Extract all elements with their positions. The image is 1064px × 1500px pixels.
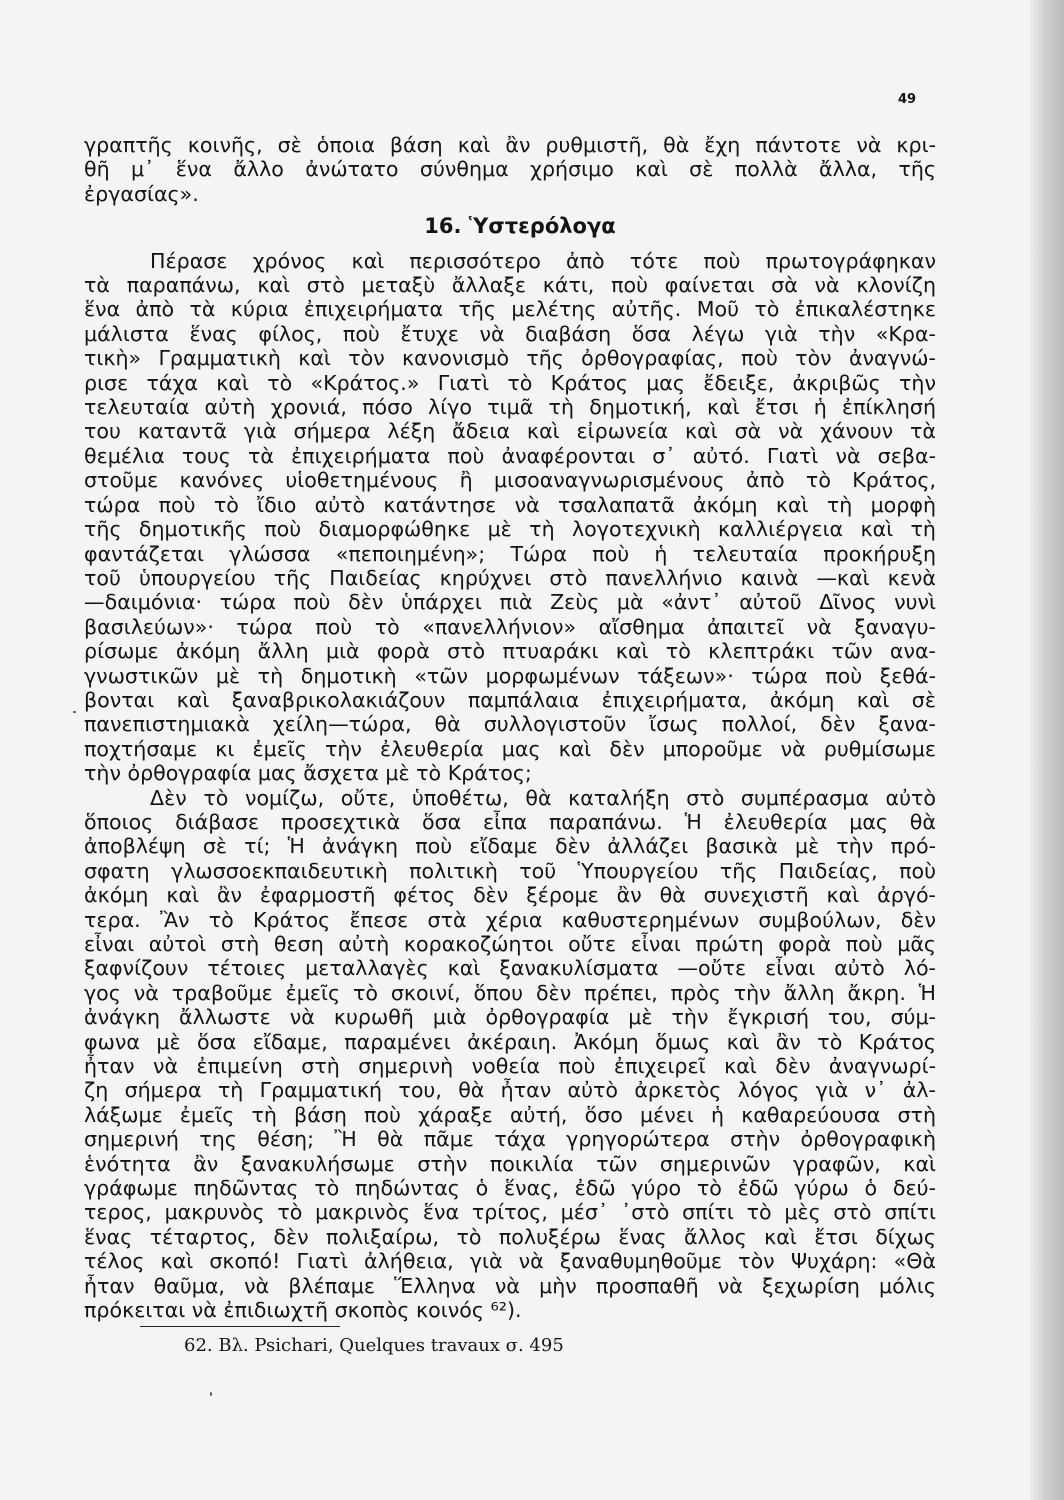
text-line: ἕνας τέταρτος, δὲν πολιξαίρω, τὸ πολυξέρω ἕνας ἄλλος καὶ ἔτσι δίχως bbox=[84, 1224, 936, 1249]
text-line: γραπτῆς κοινῆς, σὲ ὁποια βάση καὶ ἂν ρυθμιστῆ, θὰ ἔχη πάντοτε νὰ κρι- bbox=[84, 133, 936, 157]
footnote-divider bbox=[140, 1326, 340, 1327]
page-edge-shadow bbox=[1030, 0, 1064, 1500]
text-line: ἐργασίας». bbox=[84, 181, 199, 206]
body-text bbox=[84, 133, 936, 1323]
text-line: ρισε τάχα καὶ τὸ «Κράτος.» Γιατὶ τὸ Κράτος μας ἔδειξε, ἀκριβῶς τὴν bbox=[84, 370, 936, 395]
text-line: πρόκειται νὰ ἐπιδιωχτῆ σκοπὸς κοινός ⁶²). bbox=[84, 1298, 522, 1323]
text-line: εἶναι αὐτοὶ στὴ θεση αὐτὴ κορακοζώητοι οὔτε εἶναι πρώτη φορὰ ποὺ μᾶς bbox=[84, 932, 936, 956]
text-line: λάξωμε ἐμεῖς τὴ βάση ποὺ χάραξε αὐτή, ὅσο μένει ἡ καθαρεύουσα στὴ bbox=[84, 1102, 936, 1127]
paragraph-1 bbox=[84, 249, 936, 786]
text-line: γράφωμε πηδῶντας τὸ πηδώντας ὁ ἕνας, ἐδῶ γύρο τὸ ἐδῶ γύρω ὁ δεύ- bbox=[84, 1176, 936, 1201]
text-line: τώρα ποὺ τὸ ἴδιο αὐτὸ κατάντησε νὰ τσαλαπατᾶ ἀκόμη καὶ τὴ μορφὴ bbox=[84, 492, 936, 517]
text-line: τικὴ» Γραμματικὴ καὶ τὸν κανονισμὸ τῆς ὀρθογραφίας, ποὺ τὸν ἀναγνώ- bbox=[84, 346, 936, 371]
text-line: γνωστικῶν μὲ τὴ δημοτικὴ «τῶν μορφωμένων τάξεων»· τώρα ποὺ ξεθά- bbox=[84, 663, 936, 688]
text-line: τοῦ ὑπουργείου τῆς Παιδείας κηρύχνει στὸ πανελλήνιο καινὰ —καὶ κενὰ bbox=[84, 565, 936, 590]
text-line: ρίσωμε ἀκόμη ἄλλη μιὰ φορὰ στὸ πτυαράκι καὶ τὸ κλεπτράκι τῶν ανα- bbox=[84, 639, 936, 664]
text-line: ἀκόμη καὶ ἂν ἐφαρμοστῆ φέτος δὲν ξέρομε ἂν θὰ συνεχιστῆ καὶ ἀργό- bbox=[84, 883, 936, 908]
scan-speck bbox=[210, 1392, 212, 1396]
text-line: ἀνάγκη ἄλλωστε νὰ κυρωθῆ μιὰ ὀρθογραφία μὲ τὴν ἔγκρισή του, σύμ- bbox=[84, 1005, 936, 1030]
text-line: ἦταν θαῦμα, νὰ βλέπαμε Ἕλληνα νὰ μὴν προσπαθῆ νὰ ξεχωρίση μόλις bbox=[84, 1273, 936, 1298]
text-line: τὴν ὀρθογραφία μας ἄσχετα μὲ τὸ Κράτος; bbox=[84, 761, 532, 786]
text-line: ἦταν νὰ ἐπιμείνη στὴ σημερινὴ νοθεία ποὺ ἐπιχειρεῖ καὶ δὲν ἀναγνωρί- bbox=[84, 1054, 936, 1079]
text-line: θεμέλια τους τὰ ἐπιχειρήματα ποὺ ἀναφέρονται σ᾽ αὐτό. Γιατὶ νὰ σεβα- bbox=[84, 443, 936, 468]
text-line: του καταντᾶ γιὰ σήμερα λέξη ἄδεια καὶ εἰρωνεία καὶ σὰ νὰ χάνουν τὰ bbox=[84, 419, 936, 444]
text-line: Πέρασε χρόνος καὶ περισσότερο ἀπὸ τότε ποὺ πρωτογράφηκαν bbox=[150, 248, 936, 273]
text-line: φωνα μὲ ὅσα εἴδαμε, παραμένει ἀκέραιη. Ἀκόμη ὅμως καὶ ἂν τὸ Κράτος bbox=[84, 1029, 936, 1054]
text-line: —δαιμόνια· τώρα ποὺ δὲν ὑπάρχει πιὰ Ζεὺς μὰ «ἀντ᾽ αὐτοῦ Δῖνος νυνὶ bbox=[84, 590, 936, 615]
text-line: Δὲν τὸ νομίζω, οὔτε, ὑποθέτω, θὰ καταλήξη στὸ συμπέρασμα αὐτὸ bbox=[150, 785, 936, 810]
text-line: φαντάζεται γλώσσα «πεποιημένη»; Τώρα ποὺ ἡ τελευταία προκήρυξη bbox=[84, 541, 936, 566]
text-line: ξαφνίζουν τέτοιες μεταλλαγὲς καὶ ξανακυλίσματα —οὔτε εἶναι αὐτὸ λό- bbox=[84, 956, 936, 981]
text-line: τέλος καὶ σκοπό! Γιατὶ ἀλήθεια, γιὰ νὰ ξαναθυμηθοῦμε τὸν Ψυχάρη: «Θὰ bbox=[84, 1249, 936, 1274]
text-line: τὰ παραπάνω, καὶ στὸ μεταξὺ ἄλλαξε κάτι, ποὺ φαίνεται σὰ νὰ κλονίζη bbox=[84, 273, 936, 298]
text-line: ποχτήσαμε κι ἐμεῖς τὴν ἐλευθερία μας καὶ δὲν μποροῦμε νὰ ρυθμίσωμε bbox=[84, 736, 936, 761]
section-heading: 16. Ὑστερόλογα bbox=[424, 214, 616, 239]
text-line: σημερινή της θέση; Ἢ θὰ πᾶμε τάχα γρηγορώτερα στὴν ὀρθογραφικὴ bbox=[84, 1127, 936, 1152]
intro-paragraph bbox=[84, 133, 936, 206]
page-number: 49 bbox=[898, 92, 917, 107]
text-line: στοῦμε κανόνες υἱοθετημένους ἢ μισοαναγνωρισμένους ἀπὸ τὸ Κράτος, bbox=[84, 468, 936, 493]
text-line: ἑνότητα ἂν ξανακυλήσωμε στὴν ποικιλία τῶν σημερινῶν γραφῶν, καὶ bbox=[84, 1151, 936, 1176]
text-line: ζη σήμερα τὴ Γραμματική του, θὰ ἦταν αὐτὸ ἀρκετὸς λόγος γιὰ ν᾽ ἀλ- bbox=[84, 1078, 936, 1103]
text-line: θῆ μ᾽ ἕνα ἄλλο ἀνώτατο σύνθημα χρήσιμο καὶ σὲ πολλὰ ἄλλα, τῆς bbox=[84, 157, 936, 182]
text-line: ἀποβλέψη σὲ τί; Ἡ ἀνάγκη ποὺ εἴδαμε δὲν ἀλλάζει βασικὰ μὲ τὴν πρό- bbox=[84, 834, 936, 859]
paragraph-2 bbox=[84, 786, 936, 1323]
text-line: τελευταία αὐτὴ χρονιά, πόσο λίγο τιμᾶ τὴ δημοτική, καὶ ἔτσι ἡ ἐπίκλησή bbox=[84, 395, 936, 420]
text-line: τερος, μακρυνὸς τὸ μακρινὸς ἕνα τρίτος, μέσ᾽ ᾽στὸ σπίτι τὸ μὲς στὸ σπίτι bbox=[84, 1200, 936, 1225]
text-line: μάλιστα ἕνας φίλος, ποὺ ἔτυχε νὰ διαβάση ὅσα λέγω γιὰ τὴν «Κρα- bbox=[84, 321, 936, 346]
text-line: βασιλεύων»· τώρα ποὺ τὸ «πανελλήνιον» αἴσθημα ἀπαιτεῖ νὰ ξαναγυ- bbox=[84, 614, 936, 639]
text-line: ἕνα ἀπὸ τὰ κύρια ἐπιχειρήματα τῆς μελέτης αὐτῆς. Μοῦ τὸ ἐπικαλέστηκε bbox=[84, 297, 936, 322]
text-line: σφατη γλωσσοεκπαιδευτικὴ πολιτικὴ τοῦ Ὑπουργείου τῆς Παιδείας, ποὺ bbox=[84, 858, 936, 883]
scan-speck bbox=[73, 711, 76, 713]
text-line: τερα. Ἂν τὸ Κράτος ἔπεσε στὰ χέρια καθυστερημένων συμβούλων, δὲν bbox=[84, 907, 936, 932]
text-line: πανεπιστημιακὰ χείλη—τώρα, θὰ συλλογιστοῦν ἴσως πολλοί, δὲν ξανα- bbox=[84, 712, 936, 737]
text-line: τῆς δημοτικῆς ποὺ διαμορφώθηκε μὲ τὴ λογοτεχνικὴ καλλιέργεια καὶ τὴ bbox=[84, 517, 936, 542]
footnote: 62. Βλ. Psichari, Quelques travaux σ. 495 bbox=[184, 1335, 564, 1356]
text-line: γος νὰ τραβοῦμε ἐμεῖς τὸ σκοινί, ὅπου δὲν πρέπει, πρὸς τὴν ἄλλη ἄκρη. Ἡ bbox=[84, 980, 936, 1005]
text-line: βονται καὶ ξαναβρικολακιάζουν παμπάλαια ἐπιχειρήματα, ἀκόμη καὶ σὲ bbox=[84, 687, 936, 712]
text-line: ὅποιος διάβασε προσεχτικὰ ὅσα εἶπα παραπάνω. Ἡ ἐλευθερία μας θὰ bbox=[84, 809, 936, 834]
